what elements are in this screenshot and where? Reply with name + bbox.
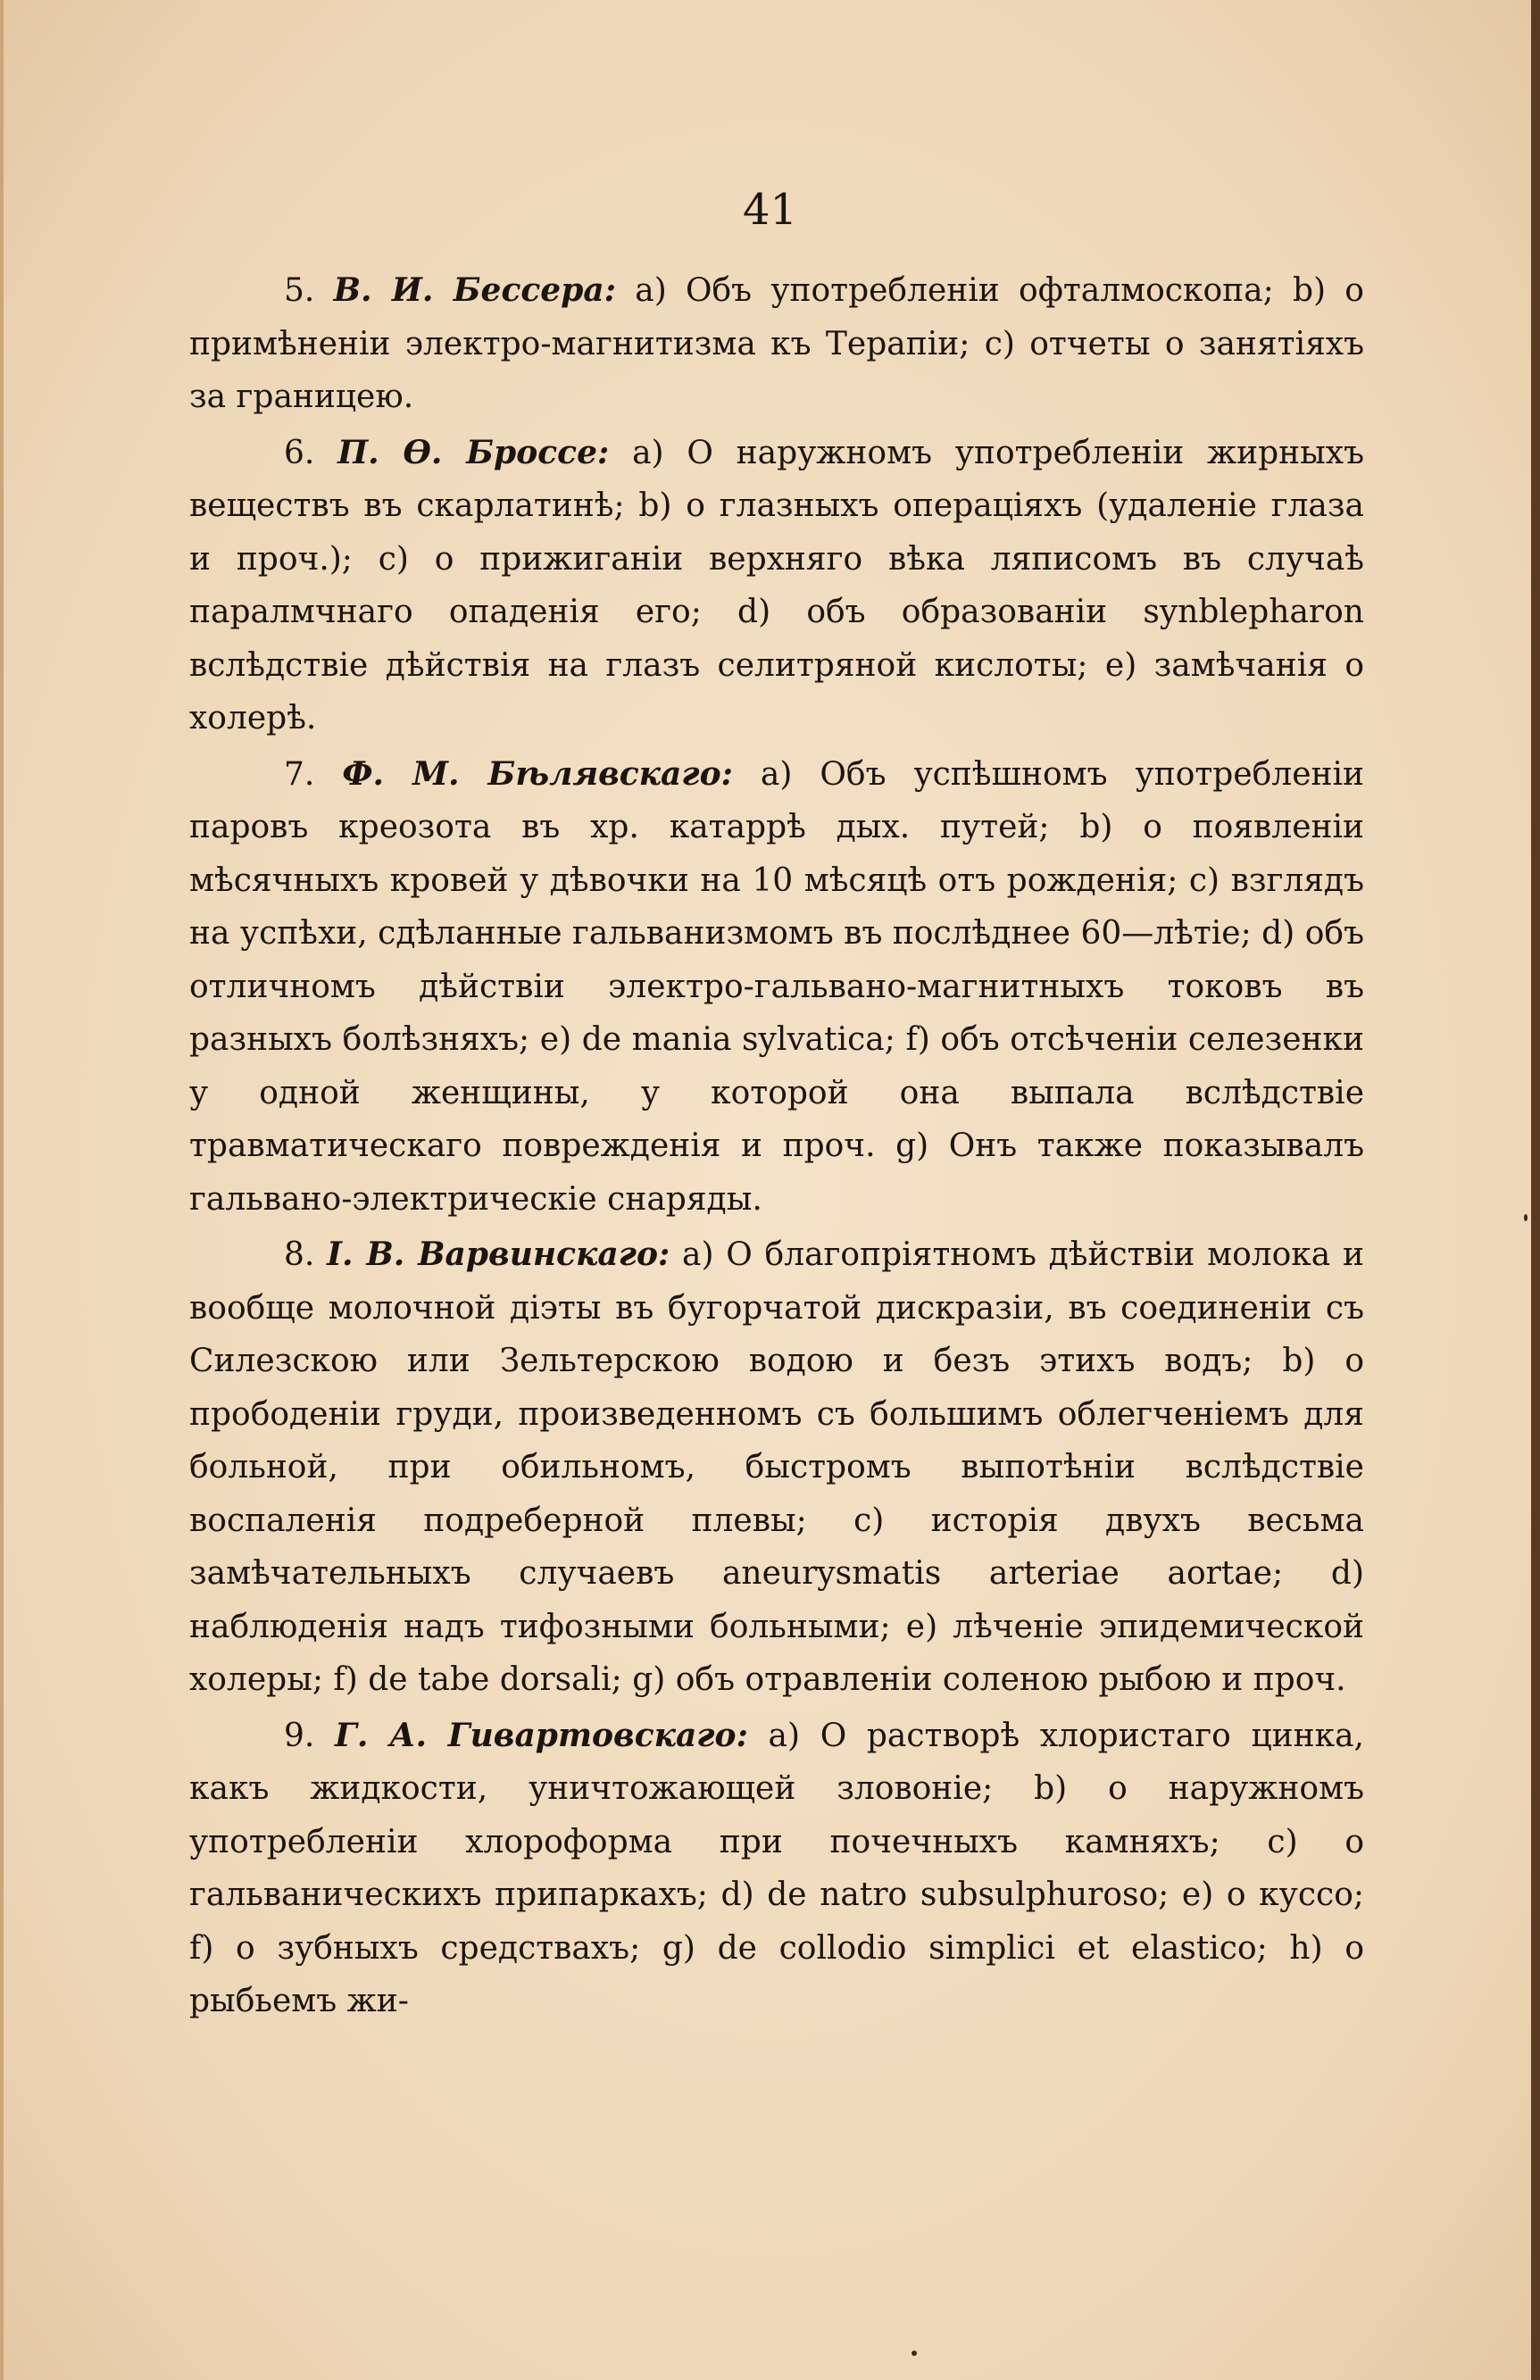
page-left-edge <box>0 0 4 2380</box>
entry-author: Ф. М. Бѣлявскаго: <box>342 754 733 793</box>
page-right-edge <box>1531 0 1540 2380</box>
entry-6 <box>189 427 1364 745</box>
entry-5 <box>189 264 1364 424</box>
entry-number: 8. <box>284 1236 315 1273</box>
entry-body: a) Объ успѣшномъ употребленіи паровъ креозота въ хр. катаррѣ дых. путей; b) о появленіи мѣсячныхъ кровей у дѣвочки на 10 мѣсяцѣ отъ рожденія; c) взглядъ на успѣхи, сдѣланные гальванизмомъ въ послѣднее 60—лѣтіе; d) объ отличномъ дѣйствіи электро-гальвано-магнитныхъ токовъ въ разныхъ болѣзняхъ; e) de mania sylvatica; f) объ отсѣченіи селезенки у одной женщины, у которой она выпала вслѣдствіе травматическаго поврежденія и проч. g) Онъ также показывалъ гальвано-электрическіе снаряды. <box>189 755 1364 1218</box>
entry-number: 5. <box>284 272 315 309</box>
entry-body: a) Объ употребленіи офталмоскопа; b) о примѣненіи электро-магнитизма къ Терапіи; c) отчеты о занятіяхъ за границею. <box>189 272 1364 415</box>
entry-7 <box>189 748 1364 1227</box>
entry-author: В. И. Бессера: <box>333 271 616 309</box>
entry-number: 6. <box>284 434 315 471</box>
entry-8 <box>189 1228 1364 1707</box>
entry-9 <box>189 1710 1364 2028</box>
entry-author: Г. А. Гивартовскаго: <box>335 1716 748 1754</box>
entry-body: a) О растворѣ хлористаго цинка, какъ жидкости, уничтожающей зловоніе; b) о наружномъ употребленіи хлороформа при почечныхъ камняхъ; c) о гальваническихъ припаркахъ; d) de natro subsulphuroso; e) о куссо; f) о зубныхъ средствахъ; g) de collodio simplici et elastico; h) о рыбьемъ жи- <box>189 1717 1364 2019</box>
ink-speck <box>1524 1214 1528 1221</box>
ink-speck <box>912 2351 917 2356</box>
entry-body: a) О благопріятномъ дѣйствіи молока и вообще молочной діэты въ бугорчатой дискразіи, въ соединеніи съ Силезскою или Зельтерскою водою и безъ этихъ водъ; b) о прободеніи груди, произведенномъ съ большимъ облегченіемъ для больной, при обильномъ, быстромъ выпотѣніи вслѣдствіе воспаленія подреберной плевы; c) исторія двухъ весьма замѣчательныхъ случаевъ aneurysmatis arteriae aortae; d) наблюденія надъ тифозными больными; e) лѣченіе эпидемической холеры; f) de tabe dorsali; g) объ отравленіи соленою рыбою и проч. <box>189 1236 1364 1698</box>
page-number: 41 <box>742 185 798 235</box>
entry-author: І. В. Варвинскаго: <box>327 1236 670 1273</box>
entry-number: 9. <box>284 1717 315 1754</box>
text-block <box>189 264 1364 2028</box>
entry-body: a) О наружномъ употребленіи жирныхъ веществъ въ скарлатинѣ; b) о глазныхъ операціяхъ (удаленіе глаза и проч.); c) о прижиганіи верхняго вѣка ляписомъ въ случаѣ паралмчнаго опаденія его; d) объ образованіи synblepharon вслѣдствіе дѣйствія на глазъ селитряной кислоты; e) замѣчанія о холерѣ. <box>189 434 1365 736</box>
entry-number: 7. <box>284 755 315 793</box>
entry-author: П. Ѳ. Броссе: <box>337 433 610 471</box>
